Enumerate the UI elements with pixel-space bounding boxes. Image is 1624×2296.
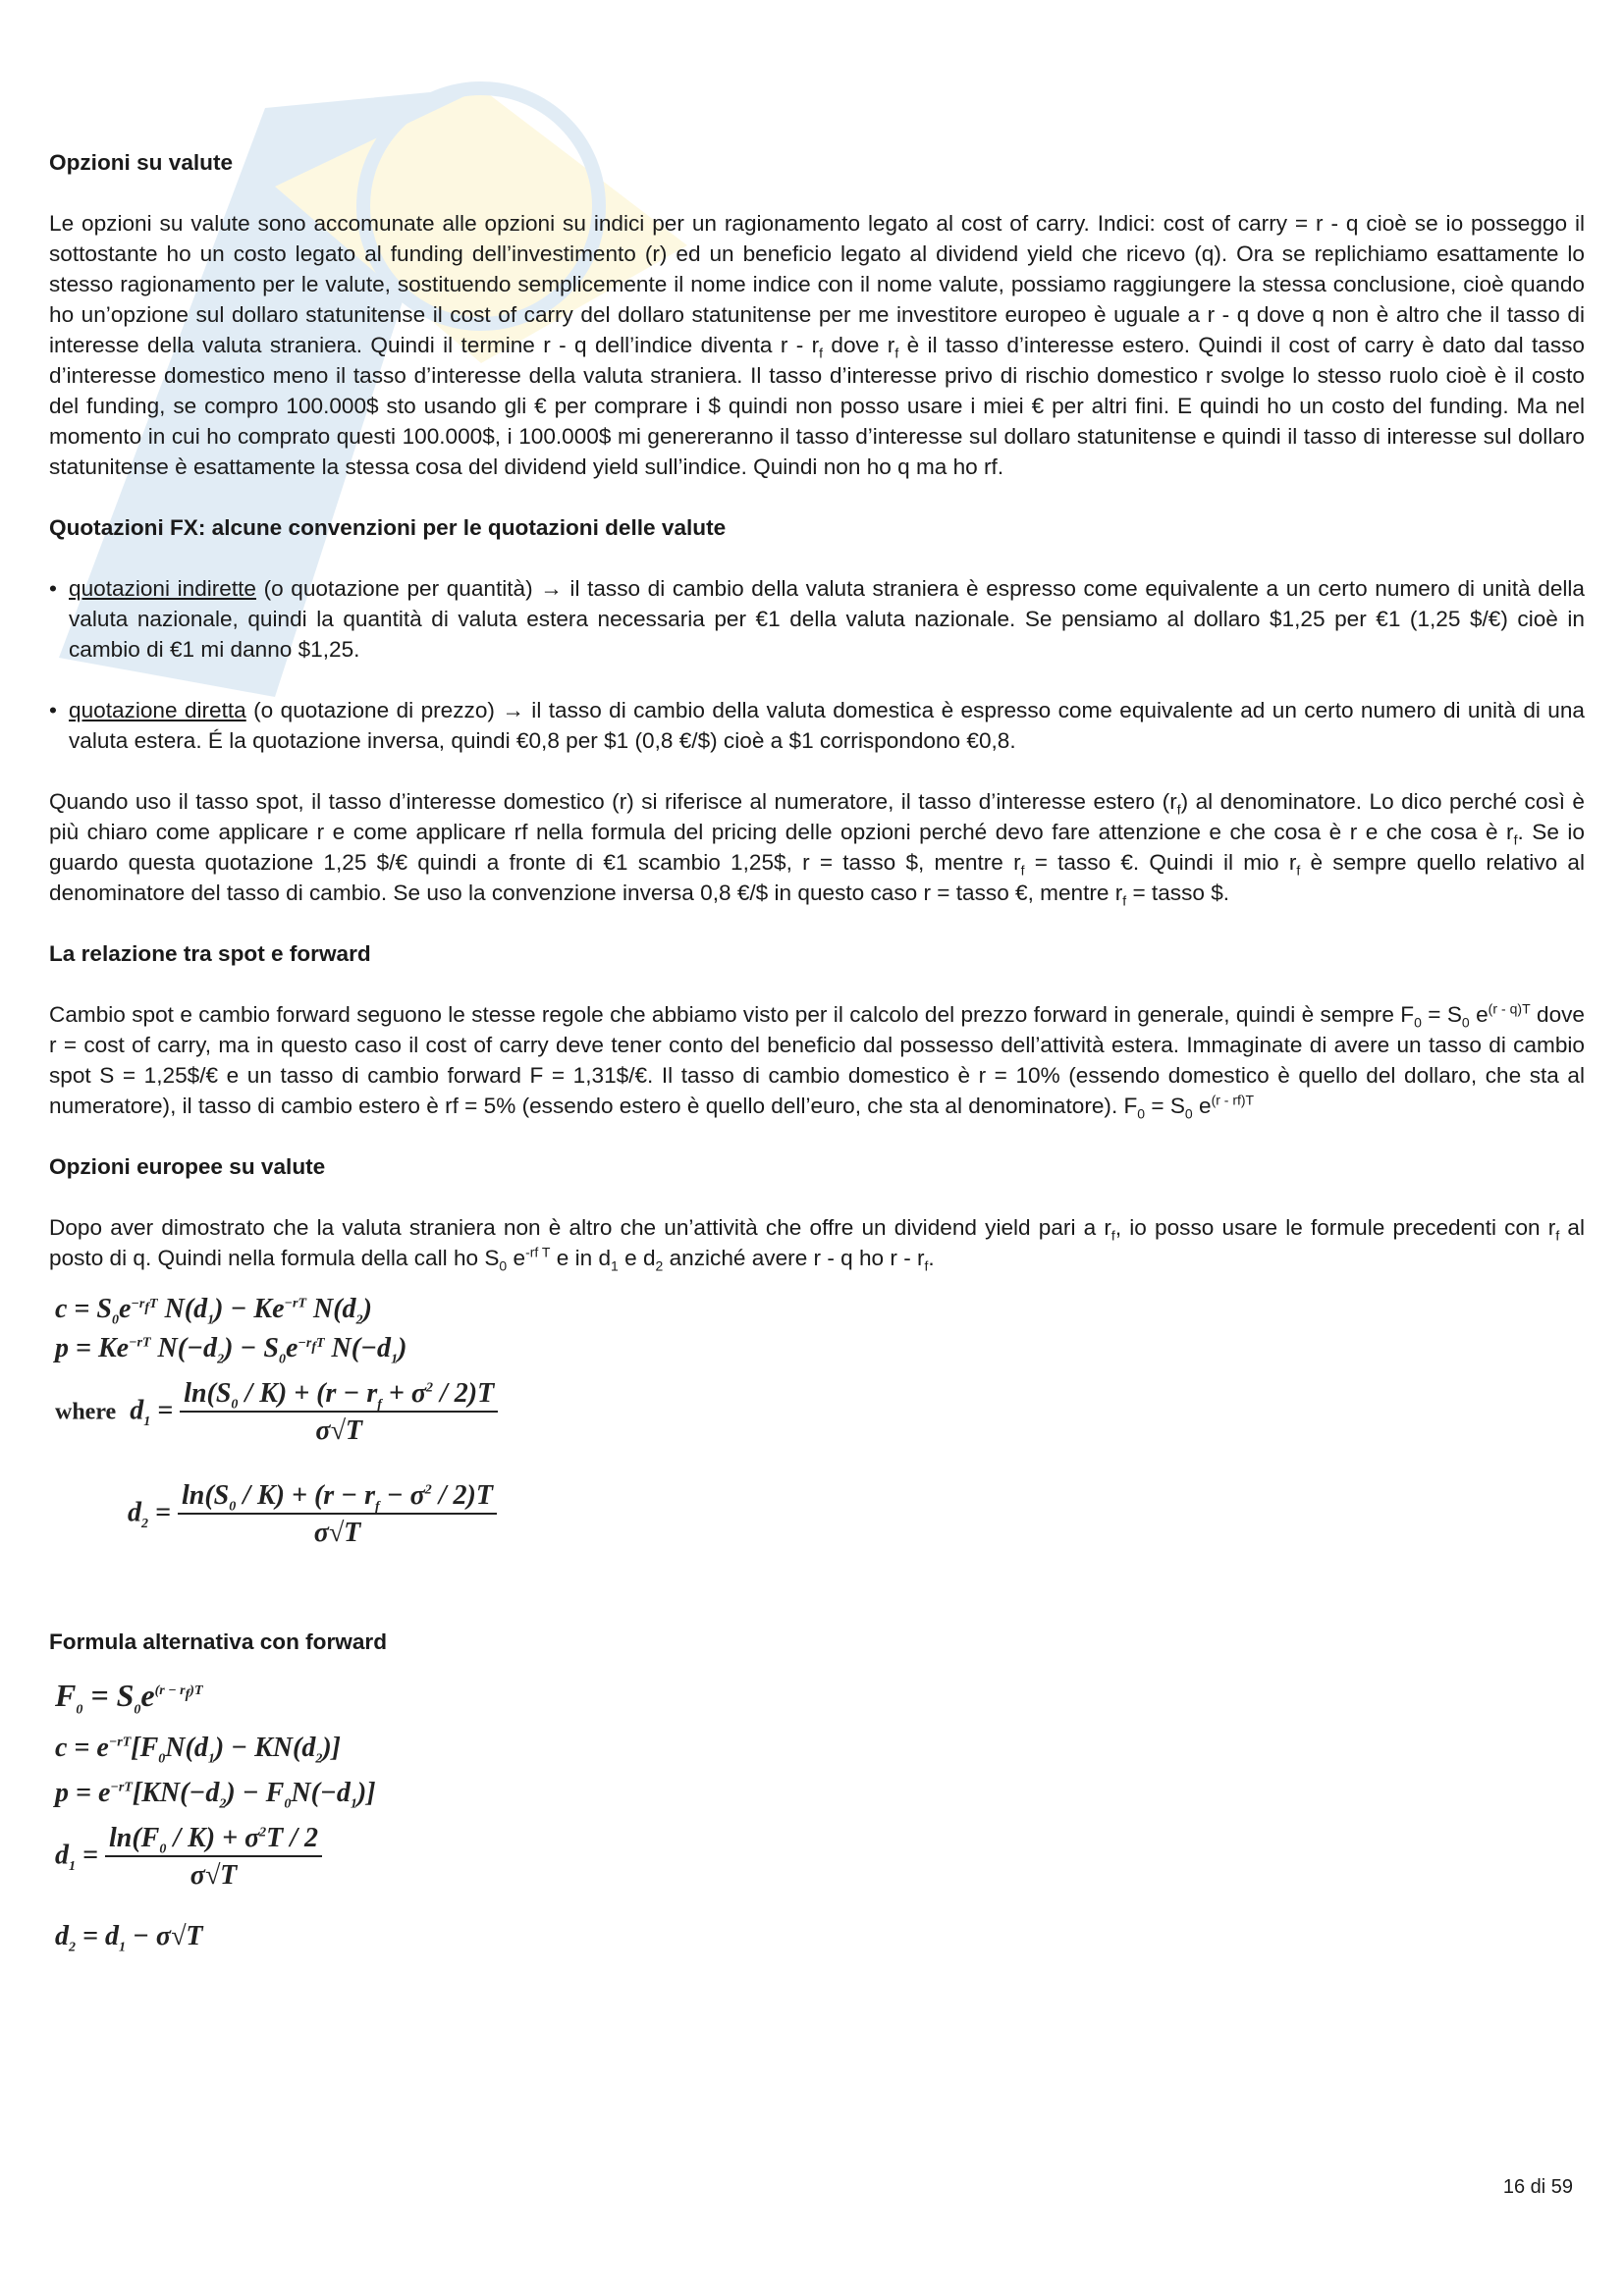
term-quotazioni-indirette: quotazioni indirette bbox=[69, 576, 256, 601]
bullet-text-indirette: (o quotazione per quantità) → il tasso di cambio della valuta straniera è espresso come equivalente a un certo numero di unità della valuta nazionale, quindi la quantità di valuta estera necessaria per €1 della valuta nazionale. Se pensiamo al dollaro $1,25 per €1 (1,25 $/€) cioè in cambio di €1 mi danno $1,25. bbox=[69, 576, 1585, 662]
bullet-quotazione-diretta bbox=[49, 695, 1585, 756]
formula-d2: $d_2$ = $\frac{\ln(S_0 / K) + (r - r_f - \sigma^2 / 2)T}{\sigma√T}$ bbox=[128, 1479, 497, 1550]
formula-where-label: where bbox=[55, 1399, 117, 1425]
formula-d2-forward: $d_2 = d_1 - \sigma√T$ bbox=[55, 1921, 203, 1955]
formula-forward-alternative bbox=[49, 1679, 520, 2002]
heading-quotazioni-fx: Quotazioni FX: alcune convenzioni per le quotazioni delle valute bbox=[49, 515, 727, 540]
paragraph-opzioni-europee: Dopo aver dimostrato che la valuta straniera non è altro che un’attività che offre un dividend yield pari a $r_f$, io posso usare le formule precedenti con $r_f$ al posto di q. Quindi nella formula della call ho $S_0$ $e^{-rf T}$ e in $d_1$ e $d_2$ anziché avere r - q ho r - $r_f$. bbox=[49, 1215, 1585, 1274]
paragraph-spot-forward: Cambio spot e cambio forward seguono le stesse regole che abbiamo visto per il calcolo del prezzo forward in generale, quindi è sempre $F_0 = S_0$ $e^{(r - q)T}$ dove r = cost of carry, ma in questo caso il cost of carry deve tener conto del beneficio dal possesso dell’attività estera. Immaginate di avere un tasso di cambio spot S = 1,25$/€ e un tasso di cambio forward F = 1,31$/€. Il tasso di cambio domestico è r = 10% (essendo domestico è quello del dollaro, che sta al numeratore), il tasso di cambio estero è rf = 5% (essendo estero è quello dell’euro, che sta al denominatore). $F_0 = S_0$ $e^{(r - rf)T}$ bbox=[49, 1000, 1585, 1122]
formula-european-currency-options bbox=[49, 1293, 560, 1597]
bullet-dot-icon: • bbox=[49, 576, 57, 601]
paragraph-opzioni-su-valute: Le opzioni su valute sono accomunate alle opzioni su indici per un ragionamento legato al cost of carry. Indici: cost of carry = r - q cioè se io posseggo il sottostante ho un costo legato al funding dell’investimento (r) ed un beneficio legato al dividend yield che ricevo (q). Ora se replichiamo esattamente lo stesso ragionamento per le valute, sostituendo semplicemente il nome indice con il nome valute, possiamo raggiungere la stessa conclusione, cioè quando ho un’opzione sul dollaro statunitense il cost of carry del dollaro statunitense per me investitore europeo è uguale a r - q dove q non è altro che il tasso di interesse della valuta straniera. Quindi il termine r - q dell’indice diventa r - $r_f$ dove $r_f$ è il tasso d’interesse estero. Quindi il cost of carry è dato dal tasso d’interesse domestico meno il tasso d’interesse della valuta straniera. Il tasso d’interesse privo di rischio domestico r svolge lo stesso ruolo cioè è il costo del funding, se compro 100.000$ sto usando gli € per comprare i $ quindi non posso usare i miei € per altri fini. E quindi ho un costo del funding. Ma nel momento in cui ho comprato questi 100.000$, i 100.000$ mi genereranno il tasso d’interesse sul dollaro statunitense e quindi il tasso di interesse sul dollaro statunitense è esattamente la stessa cosa del dividend yield sull’indice. Quindi non ho q ma ho rf. bbox=[49, 211, 1585, 479]
heading-opzioni-su-valute: Opzioni su valute bbox=[49, 150, 234, 175]
formula-call: $c = S_0e^{-r_fT}$ $N(d_1) - Ke^{-rT}$ $N(d_2)$ bbox=[55, 1294, 372, 1328]
term-quotazione-diretta: quotazione diretta bbox=[69, 698, 246, 722]
paragraph-tasso-spot: Quando uso il tasso spot, il tasso d’interesse domestico (r) si riferisce al numeratore, il tasso d’interesse estero $(r_f)$ al denominatore. Lo dico perché così è più chiaro come applicare r e come applicare rf nella formula del pricing delle opzioni perché devo fare attenzione e che cosa è r e che cosa è $r_f$. Se io guardo questa quotazione 1,25 $/€ quindi a fronte di €1 scambio 1,25$, r = tasso $, mentre $r_f$ = tasso €. Quindi il mio $r_f$ è sempre quello relativo al denominatore del tasso di cambio. Se uso la convenzione inversa 0,8 €/$ in questo caso r = tasso €, mentre $r_f$ = tasso $. bbox=[49, 789, 1585, 909]
formula-put: $p = Ke^{-rT}$ $N(-d_2) - S_0e^{-r_fT}$ $N(-d_1)$ bbox=[55, 1333, 407, 1367]
bullet-dot-icon: • bbox=[49, 698, 57, 722]
heading-spot-forward: La relazione tra spot e forward bbox=[49, 941, 371, 966]
heading-opzioni-europee: Opzioni europee su valute bbox=[49, 1154, 326, 1179]
heading-formula-alternativa: Formula alternativa con forward bbox=[49, 1629, 388, 1654]
formula-call-forward: $c = e^{-rT}[F_0N(d_1) - KN(d_2)]$ bbox=[55, 1733, 342, 1767]
formula-d1-forward: $d_1$ = $\frac{\ln(F_0 / K) + \sigma^2T / 2}{\sigma√T}$ bbox=[55, 1822, 322, 1893]
formula-forward-price: $F_0 = S_0e^{(r - r_f)T}$ bbox=[55, 1678, 203, 1718]
document-page bbox=[49, 147, 1585, 2002]
page-number: 16 di 59 bbox=[1502, 2176, 1573, 2198]
formula-put-forward: $p = e^{-rT}[KN(-d_2) - F_0N(-d_1)]$ bbox=[55, 1778, 376, 1812]
bullet-quotazioni-indirette bbox=[49, 573, 1585, 665]
formula-d1: where $d_1$ = $\frac{\ln(S_0 / K) + (r - r_f + \sigma^2 / 2)T}{\sigma√T}$ bbox=[55, 1377, 498, 1448]
bullet-text-diretta: (o quotazione di prezzo) → il tasso di cambio della valuta domestica è espresso come equivalente ad un certo numero di unità di una valuta estera. É la quotazione inversa, quindi €0,8 per $1 (0,8 €/$) cioè a $1 corrispondono €0,8. bbox=[69, 698, 1586, 753]
